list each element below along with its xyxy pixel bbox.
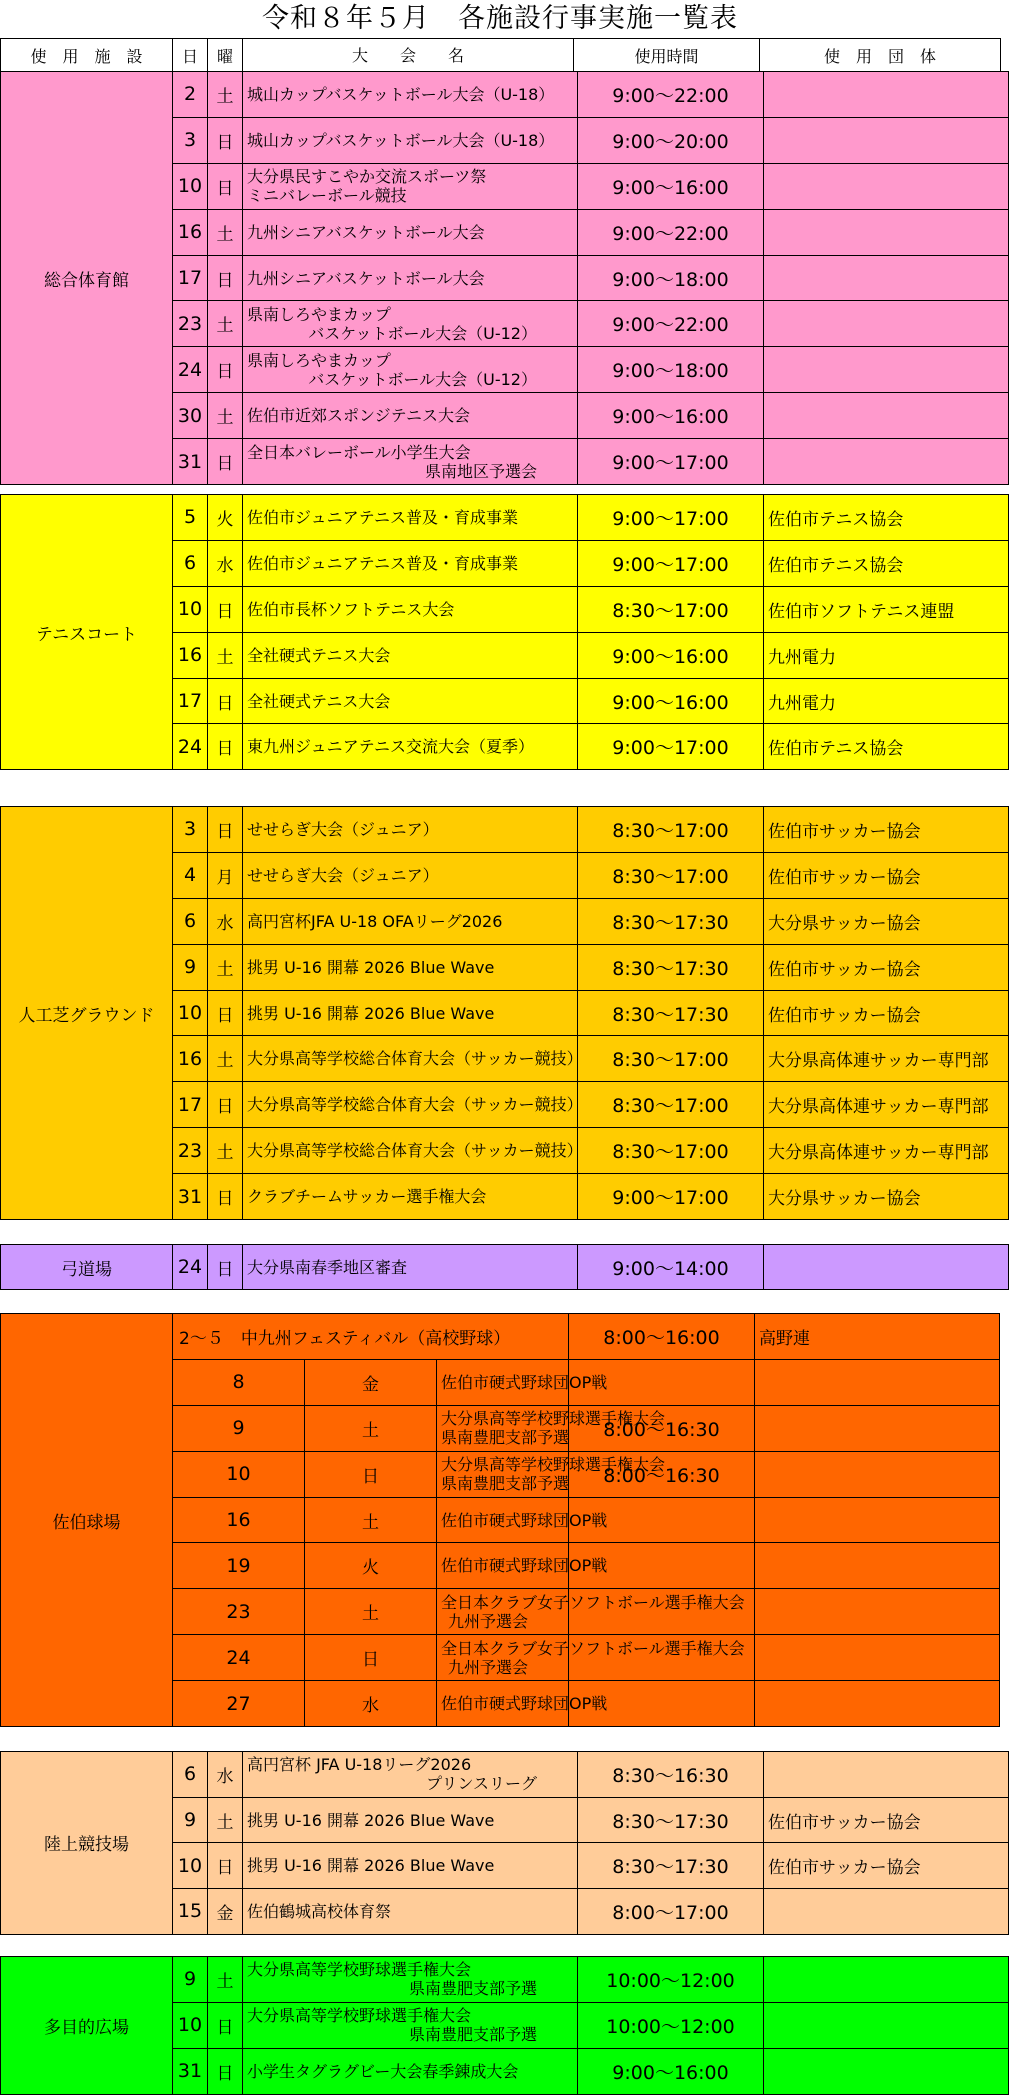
event-line-1: 挑男 U-16 開幕 2026 Blue Wave <box>247 1810 495 1830</box>
weekday-cell: 日 <box>305 1451 437 1497</box>
day-cell: 10 <box>173 1451 305 1497</box>
table-row <box>1 1245 1009 1290</box>
organization-cell: 佐伯市サッカー協会 <box>764 852 1009 898</box>
time-cell: 8:30～17:00 <box>578 1036 764 1082</box>
time-cell: 9:00～16:00 <box>578 2048 764 2094</box>
time-cell: 8:00～16:30 <box>569 1451 755 1497</box>
event-line-1: 高円宮杯 JFA U-18リーグ2026 <box>247 1755 472 1775</box>
weekday-cell: 金 <box>208 1889 243 1935</box>
weekday-cell: 土 <box>305 1497 437 1543</box>
event-cell <box>243 1245 578 1290</box>
event-cell <box>243 347 578 393</box>
organization-cell <box>755 1543 1000 1589</box>
weekday-cell: 土 <box>208 72 243 118</box>
event-cell <box>243 990 578 1036</box>
facility-name: 佐伯球場 <box>1 1314 173 1727</box>
time-cell: 10:00～12:00 <box>578 2002 764 2048</box>
event-cell <box>243 393 578 439</box>
weekday-cell: 月 <box>208 852 243 898</box>
facility-name: 弓道場 <box>1 1245 173 1290</box>
event-line-1: 挑男 U-16 開幕 2026 Blue Wave <box>247 957 495 977</box>
organization-cell <box>755 1589 1000 1635</box>
weekday-cell: 日 <box>208 163 243 209</box>
organization-cell <box>755 1359 1000 1405</box>
header-time: 使用時間 <box>574 39 760 72</box>
event-line-1: 九州シニアバスケットボール大会 <box>247 268 485 288</box>
time-cell: 10:00～12:00 <box>578 1957 764 2003</box>
section-table <box>0 71 1009 485</box>
day-cell: 10 <box>173 990 208 1036</box>
day-cell: 8 <box>173 1359 305 1405</box>
time-cell: 9:00～16:00 <box>578 163 764 209</box>
organization-cell <box>764 2002 1009 2048</box>
organization-cell: 佐伯市ソフトテニス連盟 <box>764 586 1009 632</box>
weekday-cell: 日 <box>208 586 243 632</box>
event-line-1: 佐伯市硬式野球団OP戦 <box>441 1556 608 1576</box>
time-cell: 8:30～17:00 <box>578 852 764 898</box>
event-cell <box>243 1843 578 1889</box>
event-line-1: 城山カップバスケットボール大会（U-18） <box>247 84 555 104</box>
event-cell <box>243 117 578 163</box>
day-cell: 17 <box>173 1082 208 1128</box>
event-cell <box>243 495 578 541</box>
event-cell <box>437 1497 608 1543</box>
day-cell: 3 <box>173 117 208 163</box>
header-event: 大 会 名 <box>243 39 574 72</box>
event-cell <box>243 1752 578 1798</box>
event-line-2: バスケットボール大会（U-12） <box>308 323 537 343</box>
weekday-cell: 土 <box>208 209 243 255</box>
event-cell <box>437 1681 608 1727</box>
organization-cell: 佐伯市テニス協会 <box>764 724 1009 770</box>
event-cell <box>243 1957 578 2003</box>
table-row <box>1 807 1009 853</box>
event-cell <box>243 898 578 944</box>
day-cell: 9 <box>173 944 208 990</box>
organization-cell <box>764 72 1009 118</box>
weekday-cell: 土 <box>305 1405 437 1451</box>
weekday-cell: 日 <box>208 117 243 163</box>
event-line-1: 全日本クラブ女子ソフトボール選手権大会 <box>441 1638 745 1658</box>
organization-cell: 九州電力 <box>764 632 1009 678</box>
event-cell <box>243 1889 578 1935</box>
section-table <box>0 494 1009 770</box>
time-cell: 8:30～17:30 <box>578 944 764 990</box>
event-cell <box>243 1174 578 1220</box>
event-cell <box>243 807 578 853</box>
event-cell <box>437 1635 745 1681</box>
table-row <box>1 1314 1000 1360</box>
day-cell: 2 <box>173 72 208 118</box>
table-row <box>1 1752 1009 1798</box>
weekday-cell: 日 <box>208 1174 243 1220</box>
day-cell: 4 <box>173 852 208 898</box>
section-table <box>0 1244 1009 1290</box>
organization-cell <box>764 1752 1009 1798</box>
organization-cell <box>764 301 1009 347</box>
event-line-1: 大分県高等学校野球選手権大会 <box>441 1455 666 1475</box>
time-cell: 8:00～16:30 <box>569 1405 755 1451</box>
event-line-1: 大分県高等学校野球選手権大会 <box>441 1409 666 1429</box>
organization-cell <box>755 1681 1000 1727</box>
weekday-cell: 日 <box>208 2002 243 2048</box>
organization-cell <box>764 439 1009 485</box>
day-cell: 15 <box>173 1889 208 1935</box>
event-cell <box>243 1797 578 1843</box>
time-cell: 8:30～17:30 <box>578 898 764 944</box>
time-cell: 9:00～17:00 <box>578 495 764 541</box>
event-line-1: せせらぎ大会（ジュニア） <box>247 865 439 885</box>
day-cell: 10 <box>173 2002 208 2048</box>
table-row <box>1 72 1009 118</box>
day-cell: 16 <box>173 1036 208 1082</box>
day-cell: 9 <box>173 1405 305 1451</box>
weekday-cell: 水 <box>208 1752 243 1798</box>
organization-cell <box>755 1405 1000 1451</box>
section-table <box>0 1751 1009 1935</box>
organization-cell <box>764 347 1009 393</box>
organization-cell <box>764 1957 1009 2003</box>
time-cell: 8:30～17:30 <box>578 990 764 1036</box>
organization-cell: 佐伯市テニス協会 <box>764 540 1009 586</box>
day-cell: 24 <box>173 347 208 393</box>
organization-cell <box>764 1889 1009 1935</box>
day-cell: 6 <box>173 540 208 586</box>
event-cell <box>243 209 578 255</box>
time-cell: 9:00～16:00 <box>578 393 764 439</box>
weekday-cell: 日 <box>208 255 243 301</box>
day-cell: 23 <box>173 301 208 347</box>
weekday-cell: 火 <box>208 495 243 541</box>
event-cell <box>243 540 578 586</box>
event-line-1: クラブチームサッカー選手権大会 <box>247 1187 487 1207</box>
day-cell: 27 <box>173 1681 305 1727</box>
time-cell: 9:00～20:00 <box>578 117 764 163</box>
organization-cell: 大分県高体連サッカー専門部 <box>764 1036 1009 1082</box>
organization-cell <box>764 255 1009 301</box>
time-cell: 8:30～17:00 <box>578 1082 764 1128</box>
header-day: 日 <box>173 39 208 72</box>
header-row <box>1 39 1001 72</box>
event-cell <box>243 944 578 990</box>
day-cell: 17 <box>173 678 208 724</box>
time-cell: 8:30～17:00 <box>578 1128 764 1174</box>
day-cell: 10 <box>173 586 208 632</box>
weekday-cell: 水 <box>305 1681 437 1727</box>
organization-cell: 高野連 <box>755 1314 1000 1360</box>
day-cell: 6 <box>173 898 208 944</box>
event-cell <box>243 852 578 898</box>
day-cell: 24 <box>173 1245 208 1290</box>
event-line-1: 佐伯市ジュニアテニス普及・育成事業 <box>247 507 519 527</box>
event-cell <box>243 163 578 209</box>
day-cell: 24 <box>173 724 208 770</box>
organization-cell <box>764 163 1009 209</box>
event-line-2: プリンスリーグ <box>426 1774 537 1794</box>
day-cell: 16 <box>173 632 208 678</box>
time-cell: 9:00～16:00 <box>578 632 764 678</box>
facility-name: 陸上競技場 <box>1 1752 173 1935</box>
day-cell: 19 <box>173 1543 305 1589</box>
weekday-cell: 日 <box>305 1635 437 1681</box>
event-line-2: 県南豊肥支部予選 <box>441 1474 570 1494</box>
event-line-2: ミニバレーボール競技 <box>247 186 407 206</box>
event-cell <box>243 439 578 485</box>
header-organization: 使 用 団 体 <box>760 39 1001 72</box>
event-line-1: 大分県高等学校野球選手権大会 <box>247 1960 472 1980</box>
organization-cell <box>764 117 1009 163</box>
time-cell: 9:00～18:00 <box>578 347 764 393</box>
day-cell: 23 <box>173 1589 305 1635</box>
time-cell: 9:00～17:00 <box>578 439 764 485</box>
event-cell <box>243 678 578 724</box>
event-line-2: 九州予選会 <box>447 1611 528 1631</box>
event-cell <box>243 2048 578 2094</box>
header-facility: 使 用 施 設 <box>1 39 173 72</box>
header-weekday: 曜 <box>208 39 243 72</box>
time-cell: 8:30～17:00 <box>578 586 764 632</box>
event-line-1: 高円宮杯JFA U-18 OFAリーグ2026 <box>247 911 503 931</box>
event-line-1: 佐伯市近郊スポンジテニス大会 <box>247 406 470 426</box>
weekday-cell: 土 <box>208 944 243 990</box>
event-cell <box>243 255 578 301</box>
facility-name: 多目的広場 <box>1 1957 173 2095</box>
time-cell: 9:00～16:00 <box>578 678 764 724</box>
table-row <box>1 1957 1009 2003</box>
time-cell: 8:30～17:30 <box>578 1843 764 1889</box>
section-table <box>0 806 1009 1220</box>
time-cell: 9:00～22:00 <box>578 301 764 347</box>
day-cell: 5 <box>173 495 208 541</box>
organization-cell: 大分県サッカー協会 <box>764 1174 1009 1220</box>
event-cell <box>437 1543 608 1589</box>
weekday-cell: 水 <box>208 898 243 944</box>
event-line-2: 県南豊肥支部予選 <box>408 1979 537 1999</box>
weekday-cell: 日 <box>208 2048 243 2094</box>
organization-cell: 大分県高体連サッカー専門部 <box>764 1082 1009 1128</box>
event-line-1: 全日本バレーボール小学生大会 <box>247 442 471 462</box>
day-cell: 24 <box>173 1635 305 1681</box>
day-cell: 30 <box>173 393 208 439</box>
event-cell <box>437 1589 745 1635</box>
section-table <box>0 1956 1009 2095</box>
weekday-cell: 水 <box>208 540 243 586</box>
weekday-cell: 金 <box>305 1359 437 1405</box>
event-line-1: 挑男 U-16 開幕 2026 Blue Wave <box>247 1856 495 1876</box>
day-cell: 10 <box>173 1843 208 1889</box>
event-line-1: 挑男 U-16 開幕 2026 Blue Wave <box>247 1003 495 1023</box>
organization-cell <box>755 1497 1000 1543</box>
time-cell: 9:00～22:00 <box>578 72 764 118</box>
event-cell <box>243 72 578 118</box>
event-cell <box>243 301 578 347</box>
event-line-1: 九州シニアバスケットボール大会 <box>247 222 485 242</box>
organization-cell <box>755 1451 1000 1497</box>
event-cell <box>243 1128 583 1174</box>
weekday-cell: 日 <box>208 1082 243 1128</box>
time-cell: 8:00～17:00 <box>578 1889 764 1935</box>
event-line-1: 大分県南春季地区審査 <box>247 1257 408 1277</box>
event-line-1: 佐伯市硬式野球団OP戦 <box>441 1372 608 1392</box>
event-line-1: 全社硬式テニス大会 <box>247 645 391 665</box>
time-cell: 9:00～17:00 <box>578 1174 764 1220</box>
time-cell: 8:00～16:00 <box>569 1314 755 1360</box>
weekday-cell: 日 <box>208 1843 243 1889</box>
organization-cell: 佐伯市サッカー協会 <box>764 944 1009 990</box>
event-line-1: 大分県高等学校総合体育大会（サッカー競技） <box>247 1141 583 1161</box>
organization-cell: 大分県高体連サッカー専門部 <box>764 1128 1009 1174</box>
organization-cell <box>764 1245 1009 1290</box>
organization-cell: 佐伯市サッカー協会 <box>764 1843 1009 1889</box>
organization-cell: 佐伯市サッカー協会 <box>764 807 1009 853</box>
event-cell <box>243 724 578 770</box>
event-line-2: バスケットボール大会（U-12） <box>308 369 537 389</box>
facility-name: 人工芝グラウンド <box>1 807 173 1220</box>
event-line-1: 全社硬式テニス大会 <box>247 691 391 711</box>
event-line-1: 大分県高等学校総合体育大会（サッカー競技） <box>247 1049 583 1069</box>
day-cell: 31 <box>173 1174 208 1220</box>
weekday-cell: 土 <box>208 1128 243 1174</box>
event-line-1: 県南しろやまカップ <box>247 350 391 370</box>
day-cell: 9 <box>173 1957 208 2003</box>
organization-cell <box>764 209 1009 255</box>
table-row <box>1 495 1009 541</box>
day-cell: 17 <box>173 255 208 301</box>
weekday-cell: 土 <box>208 1036 243 1082</box>
weekday-cell: 土 <box>208 1797 243 1843</box>
weekday-cell: 火 <box>305 1543 437 1589</box>
organization-cell: 佐伯市サッカー協会 <box>764 1797 1009 1843</box>
event-cell <box>243 2002 578 2048</box>
event-line-1: 東九州ジュニアテニス交流大会（夏季） <box>247 737 535 757</box>
day-cell: 31 <box>173 439 208 485</box>
event-line-1: 全日本クラブ女子ソフトボール選手権大会 <box>441 1592 745 1612</box>
day-cell: 23 <box>173 1128 208 1174</box>
organization-cell: 九州電力 <box>764 678 1009 724</box>
event-line-2: 九州予選会 <box>447 1657 528 1677</box>
event-line-1: 県南しろやまカップ <box>247 304 391 324</box>
weekday-cell: 日 <box>208 1245 243 1290</box>
time-cell: 9:00～17:00 <box>578 540 764 586</box>
day-cell: 6 <box>173 1752 208 1798</box>
time-cell: 8:30～16:30 <box>578 1752 764 1798</box>
table-header <box>0 38 1001 72</box>
weekday-cell: 日 <box>208 347 243 393</box>
time-cell: 8:30～17:30 <box>578 1797 764 1843</box>
time-cell: 9:00～18:00 <box>578 255 764 301</box>
day-cell: 3 <box>173 807 208 853</box>
day-cell: 31 <box>173 2048 208 2094</box>
event-line-1: 大分県民すこやか交流スポーツ祭 <box>247 167 487 187</box>
facility-name: 総合体育館 <box>1 72 173 485</box>
event-line-1: 城山カップバスケットボール大会（U-18） <box>247 130 555 150</box>
event-line-1: 大分県高等学校野球選手権大会 <box>247 2006 472 2026</box>
weekday-cell: 日 <box>208 990 243 1036</box>
day-cell: 9 <box>173 1797 208 1843</box>
event-line-2: 県南地区予選会 <box>424 461 537 481</box>
facility-name: テニスコート <box>1 495 173 770</box>
weekday-cell: 土 <box>208 301 243 347</box>
weekday-cell: 日 <box>208 678 243 724</box>
event-line-1: 佐伯鶴城高校体育祭 <box>247 1901 392 1921</box>
organization-cell: 佐伯市サッカー協会 <box>764 990 1009 1036</box>
event-line-1: 小学生タグラグビー大会春季錬成大会 <box>247 2061 519 2081</box>
weekday-cell: 日 <box>208 724 243 770</box>
organization-cell <box>755 1635 1000 1681</box>
weekday-cell: 土 <box>208 393 243 439</box>
weekday-cell: 土 <box>305 1589 437 1635</box>
event-cell <box>243 1082 583 1128</box>
section-table <box>0 1313 1000 1727</box>
page-title: 令和８年５月 各施設行事実施一覧表 <box>262 3 738 34</box>
event-cell <box>243 632 578 678</box>
event-cell <box>437 1359 608 1405</box>
day-cell: 16 <box>173 209 208 255</box>
weekday-cell: 日 <box>208 439 243 485</box>
event-line-2: 県南豊肥支部予選 <box>441 1428 570 1448</box>
event-cell <box>243 586 578 632</box>
day-cell: 16 <box>173 1497 305 1543</box>
time-cell: 9:00～22:00 <box>578 209 764 255</box>
event-merged: 2～５ 中九州フェスティバル（高校野球） <box>173 1314 569 1360</box>
time-cell: 8:30～17:00 <box>578 807 764 853</box>
event-line-1: 佐伯市硬式野球団OP戦 <box>441 1694 608 1714</box>
organization-cell <box>764 393 1009 439</box>
time-cell: 9:00～14:00 <box>578 1245 764 1290</box>
day-cell: 10 <box>173 163 208 209</box>
weekday-cell: 日 <box>208 807 243 853</box>
event-line-1: 佐伯市長杯ソフトテニス大会 <box>247 599 455 619</box>
event-line-1: 大分県高等学校総合体育大会（サッカー競技） <box>247 1095 583 1115</box>
event-line-1: 佐伯市ジュニアテニス普及・育成事業 <box>247 553 519 573</box>
organization-cell: 大分県サッカー協会 <box>764 898 1009 944</box>
weekday-cell: 土 <box>208 632 243 678</box>
time-cell: 9:00～17:00 <box>578 724 764 770</box>
organization-cell <box>764 2048 1009 2094</box>
event-cell <box>243 1036 583 1082</box>
organization-cell: 佐伯市テニス協会 <box>764 495 1009 541</box>
event-line-1: 佐伯市硬式野球団OP戦 <box>441 1510 608 1530</box>
event-line-2: 県南豊肥支部予選 <box>408 2025 537 2045</box>
weekday-cell: 土 <box>208 1957 243 2003</box>
event-line-1: せせらぎ大会（ジュニア） <box>247 819 439 839</box>
